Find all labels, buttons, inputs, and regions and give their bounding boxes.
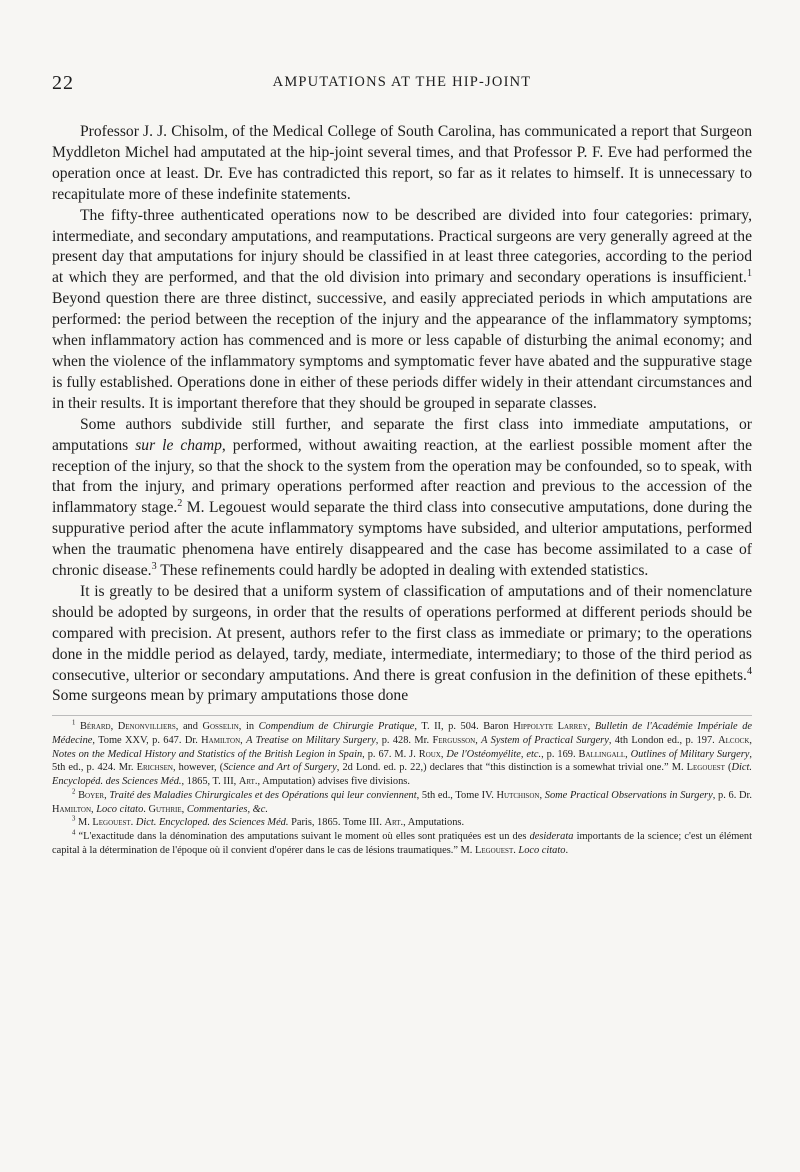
- footnote-text: .: [513, 844, 519, 856]
- running-head: AMPUTATIONS AT THE HIP-JOINT: [272, 74, 532, 90]
- footnote-text: Paris, 1865. Tome III.: [288, 817, 385, 829]
- footnote-text: ,: [91, 803, 97, 815]
- footnote-text: , Amputations.: [403, 817, 465, 829]
- footnote-text: Traité des Maladies Chirurgicales et des Opérations qui leur conviennent: [109, 789, 417, 801]
- footnote-text: ,: [240, 735, 247, 747]
- footnote-text: Commentaries, &c.: [186, 803, 268, 815]
- footnote-text: Alcock: [718, 735, 750, 747]
- footnote-text: Some Practical Observations in Surgery: [544, 789, 713, 801]
- footnote-text: Compendium de Chirurgie Pratique: [258, 721, 415, 733]
- footnote-text: , Tome XXV, p. 647. Dr.: [92, 735, 202, 747]
- footnote-text: Art.: [238, 776, 258, 788]
- footnote-text: , 4th London ed., p. 197.: [608, 735, 719, 747]
- paragraph-2: The fifty-three authenticated operations now to be described are divided into four categories: primary, intermediate, and secondary amputations, and reamputations. Practical surgeons are very generally agreed at the present day that amputations for injury should be classified in at least three categories, according to the period at which they are performed, and that the old division into primary and secondary operations is insufficient.$^1$ Beyond question there are three distinct, successive, and easily appreciated periods in which amputations are performed: the period between the reception of the injury and the appearance of the inflammatory symptoms; when inflammatory action has commenced and is more or less capable of disturbing the animal economy; and when the violence of the inflammatory symptoms and symptomatic fever have abated and the suppurative stage is fully established. Operations done in either of these periods differ widely in their attendant circumstances and in their results. It is important therefore that they should be grouped in separate classes.: [52, 206, 752, 412]
- footnote-text: Notes on the Medical History and Statistics of the British Legion in Spain: [52, 748, 363, 760]
- footnote-text: Legouest: [474, 844, 514, 856]
- page-number: 22: [52, 72, 74, 94]
- footnote-text: ,: [181, 803, 187, 815]
- footnote-text: Science and Art of Surgery: [223, 762, 337, 774]
- footnote-number: 2: [72, 788, 76, 796]
- footnote-text: , 5th ed., p. 424. Mr.: [52, 748, 752, 774]
- footnotes: [52, 715, 752, 857]
- footnote-text: A Treatise on Military Surgery: [246, 735, 376, 747]
- footnote-text: Outlines of Military Surgery: [630, 748, 750, 760]
- footnote-text: , p. 67. M. J.: [362, 748, 419, 760]
- footnote-text: ,: [440, 748, 447, 760]
- footnote-text: desiderata: [529, 831, 574, 842]
- footnote-ref: 2: [177, 498, 183, 510]
- footnote-ref: 3: [151, 560, 157, 572]
- footnote-text: Art.: [384, 817, 404, 829]
- footnote-text: , 5th ed., Tome IV.: [416, 789, 497, 801]
- paragraph-3: Some authors subdivide still further, and separate the first class into immediate amputations, or amputations sur le champ, performed, without awaiting reaction, at the earliest possible moment after the reception of the injury, so that the shock to the system from the operation may be confounded, so to speak, with that from the injury, and primary operations performed after reaction and previous to the accession of the inflammatory stage.$^2$ M. Legouest would separate the third class into consecutive amputations, done during the suppurative period after the acute inflammatory symptoms have subsided, and ulterior amputations, performed when the traumatic phenomena have entirely disappeared and the case has become assimilated to a case of chronic disease.$^3$ These refinements could hardly be adopted in dealing with extended statistics.: [52, 415, 752, 580]
- footnote-text: M.: [75, 817, 93, 829]
- paragraph-1: Professor J. J. Chisolm, of the Medical College of South Carolina, has communicated a report that Surgeon Myddleton Michel had amputated at the hip-joint several times, and that Professor P. F. Eve had performed the operation once at least. Dr. Eve has contradicted this report, so far as it relates to himself. It is unnecessary to recapitulate more of these indefinite statements.: [52, 123, 752, 203]
- footnote-text: , 1865, T. III,: [181, 776, 239, 788]
- footnote-text: Legouest: [686, 762, 725, 774]
- footnote-2: [52, 789, 752, 816]
- footnote-text: ,: [104, 789, 110, 801]
- footnote-text: Dict. Encyclopéd. des Sciences Méd.: [52, 762, 752, 788]
- footnote-text: Legouest: [92, 817, 131, 829]
- footnote-number: 4: [72, 829, 76, 837]
- footnote-text: ,: [539, 789, 545, 801]
- footnote-text: Fergusson: [432, 735, 476, 747]
- footnote-text: ,: [475, 735, 482, 747]
- page-header: [52, 72, 752, 110]
- footnote-text: , 2d Lond. ed. p. 22,) declares that “this distinction is a somewhat trivial one.” M.: [336, 762, 687, 774]
- footnote-text: Bulletin de l'Académie Impériale de Médecine: [52, 721, 753, 747]
- footnote-text: , p. 428. Mr.: [375, 735, 433, 747]
- paragraph-4: It is greatly to be desired that a uniform system of classification of amputations and of their nomenclature should be adopted by surgeons, in order that the results of operations performed at different periods should be compared with precision. At present, authors refer to the first class as immediate or primary; to the operations done in the middle period as delayed, tardy, mediate, intermediate, intermediary; to those of the third period as consecutive, ulterior or secondary amputations. And there is great confusion in the definition of these epithets.$^4$ Some surgeons mean by primary amputations those done: [52, 582, 752, 705]
- footnote-text: , in: [238, 721, 259, 733]
- footnote-1: [52, 720, 752, 789]
- footnote-text: , T. II, p. 504. Baron: [414, 721, 514, 733]
- footnote-text: Bérard, Denonvilliers: [79, 721, 176, 733]
- footnote-text: Roux: [418, 748, 441, 760]
- footnote-text: Hippolyte Larrey: [513, 721, 588, 733]
- footnote-text: Loco citato: [96, 803, 144, 815]
- book-page: [0, 72, 800, 1172]
- footnote-text: , however, (: [172, 762, 224, 774]
- footnote-text: ,: [625, 748, 631, 760]
- footnote-text: .: [565, 844, 569, 856]
- footnote-4: [52, 830, 752, 857]
- footnote-number: 3: [72, 815, 76, 823]
- footnote-text: , p. 6. Dr.: [712, 789, 752, 801]
- footnote-text: A System of Practical Surgery: [481, 735, 609, 747]
- footnote-text: Loco citato: [518, 844, 566, 856]
- footnote-text: .: [143, 803, 149, 815]
- footnote-text: .: [130, 817, 136, 829]
- footnote-ref: 1: [746, 268, 752, 280]
- footnote-text: ,: [587, 721, 595, 733]
- footnote-number: 1: [72, 719, 76, 727]
- footnote-text: , and: [175, 721, 203, 733]
- footnote-text: ,: [749, 735, 752, 747]
- footnote-text: , Amputation) advises five divisions.: [257, 776, 410, 788]
- footnote-text: Ballingall: [578, 748, 626, 760]
- footnote-text: De l'Ostéomyélite, etc.: [446, 748, 542, 760]
- footnote-text: (: [724, 762, 732, 774]
- footnote-text: Dict. Encycloped. des Sciences Méd.: [135, 817, 289, 829]
- footnote-text: Hutchison: [496, 789, 540, 801]
- footnote-text: Gosselin: [202, 721, 239, 733]
- footnote-3: [52, 816, 752, 830]
- footnote-text: Boyer: [78, 789, 105, 801]
- footnote-ref: 4: [746, 665, 752, 677]
- footnote-text: , p. 169.: [541, 748, 579, 760]
- footnote-text: Erichsen: [136, 762, 173, 774]
- footnote-text: importants de la science; c'est un élément capital à la détermination de l'époque où il convient d'opérer dans le cas de lésions traumatiques.” M.: [52, 831, 752, 856]
- footnote-text: Hamilton: [201, 735, 241, 747]
- footnote-text: “L'exactitude dans la dénomination des amputations suivant le moment où elles sont pratiquées est un des: [75, 831, 530, 842]
- footnote-text: Hamilton: [52, 803, 92, 815]
- footnote-text: Guthrie: [148, 803, 182, 815]
- body-text: [52, 122, 752, 707]
